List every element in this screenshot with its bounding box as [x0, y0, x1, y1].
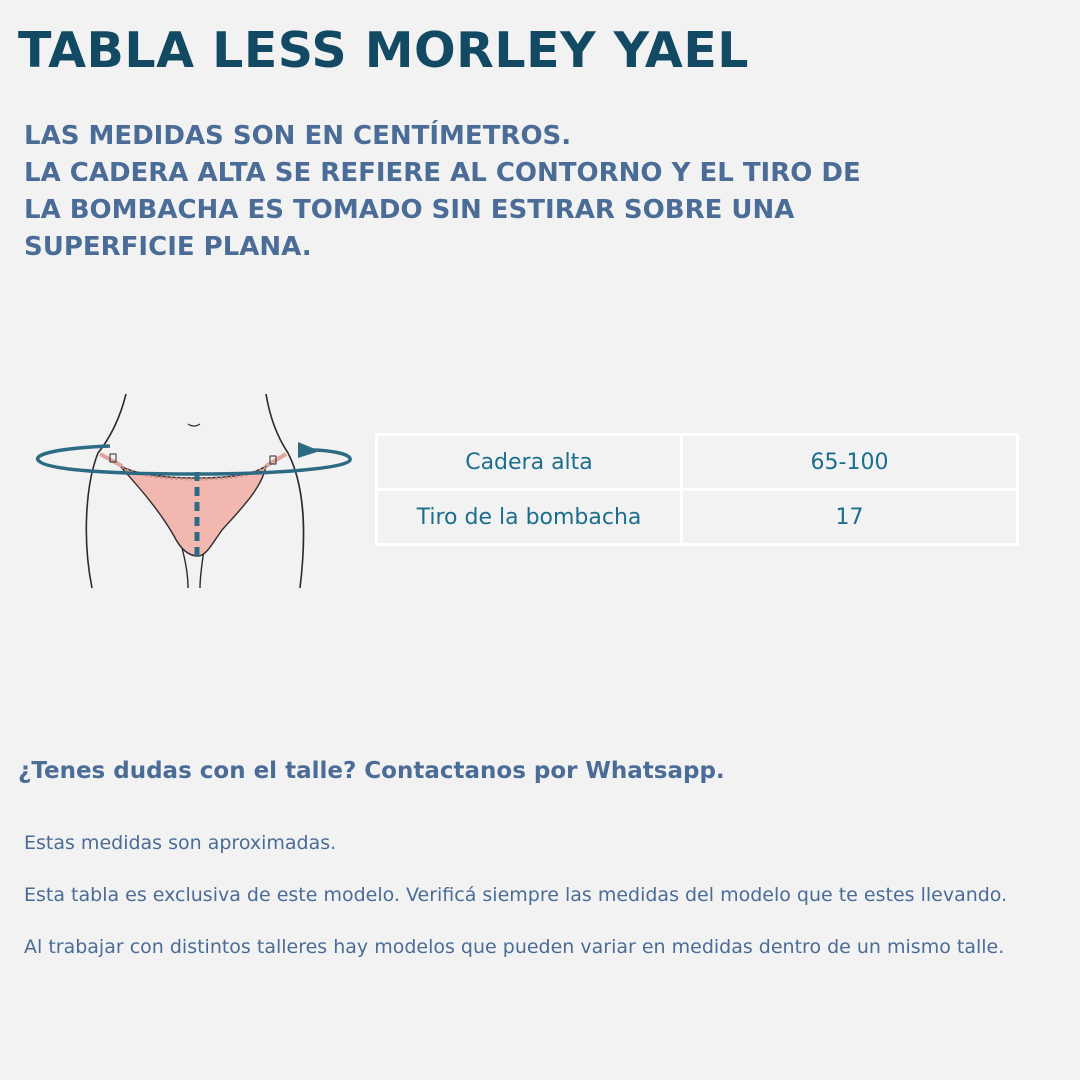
- size-table: [375, 433, 1019, 546]
- body-left-outline-icon: [86, 394, 126, 588]
- body-right-outline-icon: [266, 394, 304, 588]
- panty-measurement-illustration: [30, 388, 360, 598]
- note-workshops: Al trabajar con distintos talleres hay modelos que pueden variar en medidas dentro de un mismo talle.: [24, 936, 1005, 958]
- intro-line-4: SUPERFICIE PLANA.: [24, 232, 312, 262]
- table-cell-value: 17: [682, 490, 1018, 545]
- notes: [24, 830, 1044, 986]
- hip-measure-arrow-icon: [298, 442, 320, 458]
- table-cell-label: Tiro de la bombacha: [377, 490, 682, 545]
- table-cell-value: 65-100: [682, 435, 1018, 490]
- page-title: TABLA LESS MORLEY YAEL: [18, 22, 750, 79]
- measurement-intro: [24, 118, 954, 266]
- whatsapp-question: ¿Tenes dudas con el talle? Contactanos por Whatsapp.: [18, 758, 725, 784]
- navel-icon: [188, 424, 200, 426]
- table-cell-label: Cadera alta: [377, 435, 682, 490]
- note-exclusive: Esta tabla es exclusiva de este modelo. Verificá siempre las medidas del modelo que te estes llevando.: [24, 884, 1008, 906]
- intro-line-2: LA CADERA ALTA SE REFIERE AL CONTORNO Y EL TIRO DE: [24, 158, 861, 188]
- intro-line-1: LAS MEDIDAS SON EN CENTÍMETROS.: [24, 121, 572, 151]
- table-row: [377, 435, 1018, 490]
- table-row: [377, 490, 1018, 545]
- panty-icon: [120, 466, 266, 556]
- note-approximate: Estas medidas son aproximadas.: [24, 832, 337, 854]
- intro-line-3: LA BOMBACHA ES TOMADO SIN ESTIRAR SOBRE UNA: [24, 195, 795, 225]
